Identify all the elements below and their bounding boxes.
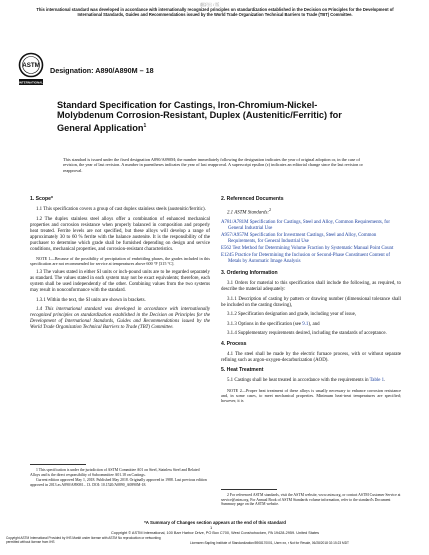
- standard-title[interactable]: Specification for Castings, Steel and Alloy, Common Requirements, for General Industrial Use: [228, 220, 390, 232]
- paragraph-5-1: [221, 378, 401, 384]
- paragraph-3-1-1: 3.1.1 Description of casting by pattern or drawing number (dimensional tolerance shall be included on the casting drawing),: [221, 296, 401, 308]
- section-heading-ordering-information: 3. Ordering Information: [221, 270, 278, 277]
- logo-subtext: INTERNATIONAL: [18, 80, 44, 85]
- paragraph-3-1-2: 3.1.2 Specification designation and grade, including year of issue,: [227, 312, 357, 318]
- paragraph-3-1-3: [221, 322, 401, 328]
- footnote-2: 2 For referenced ASTM standards, visit the ASTM website, www.astm.org, or contact ASTM Customer Service at service@astm.org. For Annual Book of ASTM Standards volume information, refer to the standard's Document Summary page on the ASTM website.: [221, 493, 401, 507]
- standard-code[interactable]: E562: [221, 246, 232, 252]
- footnotes-left: [30, 458, 210, 487]
- paragraph-2-1: [221, 207, 401, 217]
- paragraph-5-1-text-a: 5.1 Castings shall be heat treated in accordance with the requirements in: [227, 378, 370, 384]
- paragraph-1-1: 1.1 This specification covers a group of cast duplex stainless steels (austenitic/ferritic).: [36, 207, 206, 212]
- section-heading-scope: 1. Scope*: [30, 196, 53, 202]
- title-text: Standard Specification for Castings, Iron-Chromium-Nickel-Molybdenum Corrosion-Resistant, Duplex (Austenitic/Ferritic) for General Application: [57, 100, 342, 133]
- footnote-1-edition: Current edition approved May 1, 2018. Published May 2018. Originally approved in 1988. Last previous edition approved in 2013 as A890/A890M – 13. DOI: 10.1520/A0890_A0890M-18.: [30, 478, 207, 487]
- copyright-line: Copyright © ASTM International, 100 Barr Harbor Drive, PO Box C700, West Conshohocken, PA 19428-2959. United States: [110, 531, 319, 535]
- paragraph-2-1-text: 2.1 ASTM Standards:: [227, 210, 269, 216]
- section-link-9-1[interactable]: 9.1: [302, 321, 309, 327]
- paragraph-3-1-3-text-b: ), and: [308, 321, 320, 327]
- note-2: NOTE 2—Proper heat treatment of these alloys is usually necessary to enhance corrosion resistance and, in some cases, to meet mechanical properties. Minimum heat-treat temperatures are specified; however, it is: [221, 387, 401, 403]
- paragraph-1-2: 1.2 The duplex stainless steel alloys offer a combination of enhanced mechanical properties and corrosion resistance when properly balanced in composition and properly heat treated. Ferrite levels are not specified, but these alloys will develop a range of approximately 30 to 60 % ferrite with the balance austenite. It is the responsibility of the purchaser to determine which grade shall be furnished depending on design and service conditions, mechanical properties, and corrosion-resistant characteristics.: [30, 216, 210, 252]
- note-1: NOTE 1—Because of the possibility of precipitation of embrittling phases, the grades included in this specification are not recommended for service at temperatures above 600 °F [315 °C].: [30, 256, 210, 266]
- footnote-1: 1 This specification is under the jurisdiction of ASTM Committee A01 on Steel, Stainless Steel and Related Alloys and is the direct responsibility of Subcommittee A01.18 on Castings.: [30, 468, 200, 477]
- standard-item[interactable]: [221, 246, 401, 252]
- footnote-divider: [221, 489, 277, 490]
- standard-code[interactable]: A781/A781M: [221, 220, 249, 226]
- astm-logo: [18, 52, 44, 88]
- standard-title[interactable]: Practice for Determining the Inclusion or Second-Phase Constituent Content of Metals by Automatic Image Analysis: [228, 253, 390, 265]
- header-notice: This international standard was developed in accordance with internationally recognized principles on standardization established in the Decision on Principles for the Development of International Standards, Guides and Recommendations issued by the World Trade Organization Technical Barriers to Trade (TBT) Committee.: [36, 7, 394, 18]
- licensee-stamp: Licensee=Sapling Institute of Standardization/5908170001, User=xx, r Not for Resale, 06/28/2018 02:15:23 MDT: [190, 541, 349, 545]
- header-faint-text: 翻訳出 / 版: [200, 2, 220, 7]
- paragraph-3-1: 3.1 Orders for material to this specification shall include the following, as required, to describe the material adequately:: [221, 281, 401, 293]
- right-column: [221, 196, 401, 407]
- footnote-ref-2[interactable]: 2: [268, 207, 272, 212]
- standard-item[interactable]: [221, 253, 401, 265]
- logo-text: ASTM: [22, 62, 40, 70]
- license-notice: Copyright ASTM International Provided by IHS Markit under license with ASTM No reproduction or networking permitted without license from IHS: [6, 536, 161, 544]
- designation: Designation: A890/A890M – 18: [50, 66, 154, 75]
- standard-title[interactable]: Specification for Investment Castings, Steel and Alloy, Common Requirements, for General Industrial Use: [228, 233, 377, 245]
- paragraph-5-1-text-b: .: [384, 378, 386, 384]
- title-footnote-ref[interactable]: 1: [143, 122, 147, 129]
- paragraph-1-3: 1.3 The values stated in either SI units or inch-pound units are to be regarded separately as standard. The values stated in each system may not be exact equivalents; therefore, each system shall be used independently of the other. Combining values from the two systems may result in nonconformance with the standard.: [30, 270, 210, 293]
- standard-code[interactable]: E1245: [221, 253, 234, 259]
- left-column: [30, 196, 210, 335]
- table-link-1[interactable]: Table 1: [369, 378, 385, 384]
- section-heading-referenced-documents: 2. Referenced Documents: [221, 196, 284, 202]
- paragraph-1-4: 1.4 This international standard was developed in accordance with internationally recognized principles on standardization established in the Decision on Principles for the Development of International Standards, Guides and Recommendations issued by the World Trade Organization Technical Barriers to Trade (TBT) Committee.: [30, 307, 210, 330]
- standard-item[interactable]: [221, 220, 401, 232]
- footnotes-right: [221, 489, 401, 507]
- standards-list: [221, 220, 401, 265]
- paragraph-1-3-1: 1.3.1 Within the text, the SI units are shown in brackets.: [36, 297, 146, 303]
- paragraph-3-1-4: 3.1.4 Supplementary requirements desired, including the standards of acceptance.: [227, 331, 387, 337]
- standard-item[interactable]: [221, 233, 401, 245]
- intro-paragraph: This standard is issued under the fixed designation A890/A890M; the number immediately following the designation indicates the year of original adoption or, in the case of revision, the year of last revision. A number in parentheses indicates the year of last reapproval. A superscript epsilon (ε) indicates an editorial change since the last revision or reapproval.: [63, 157, 363, 173]
- standard-code[interactable]: A957/A957M: [221, 233, 249, 239]
- paragraph-4-1: 4.1 The steel shall be made by the electric furnace process, with or without separate refining such as argon-oxygen-decarburization (AOD).: [221, 351, 401, 363]
- paragraph-3-1-3-text-a: 3.1.3 Options in the specification (see: [227, 321, 303, 327]
- summary-of-changes-notice: *A Summary of Changes section appears at the end of this standard: [144, 520, 286, 525]
- standard-title[interactable]: Test Method for Determining Volume Fraction by Systematic Manual Point Count: [232, 246, 394, 252]
- footnote-divider: [30, 464, 86, 465]
- section-heading-heat-treatment: 5. Heat Treatment: [221, 367, 264, 374]
- page-title: [57, 100, 357, 133]
- page-number: 1: [210, 525, 213, 530]
- section-heading-process: 4. Process: [221, 340, 247, 347]
